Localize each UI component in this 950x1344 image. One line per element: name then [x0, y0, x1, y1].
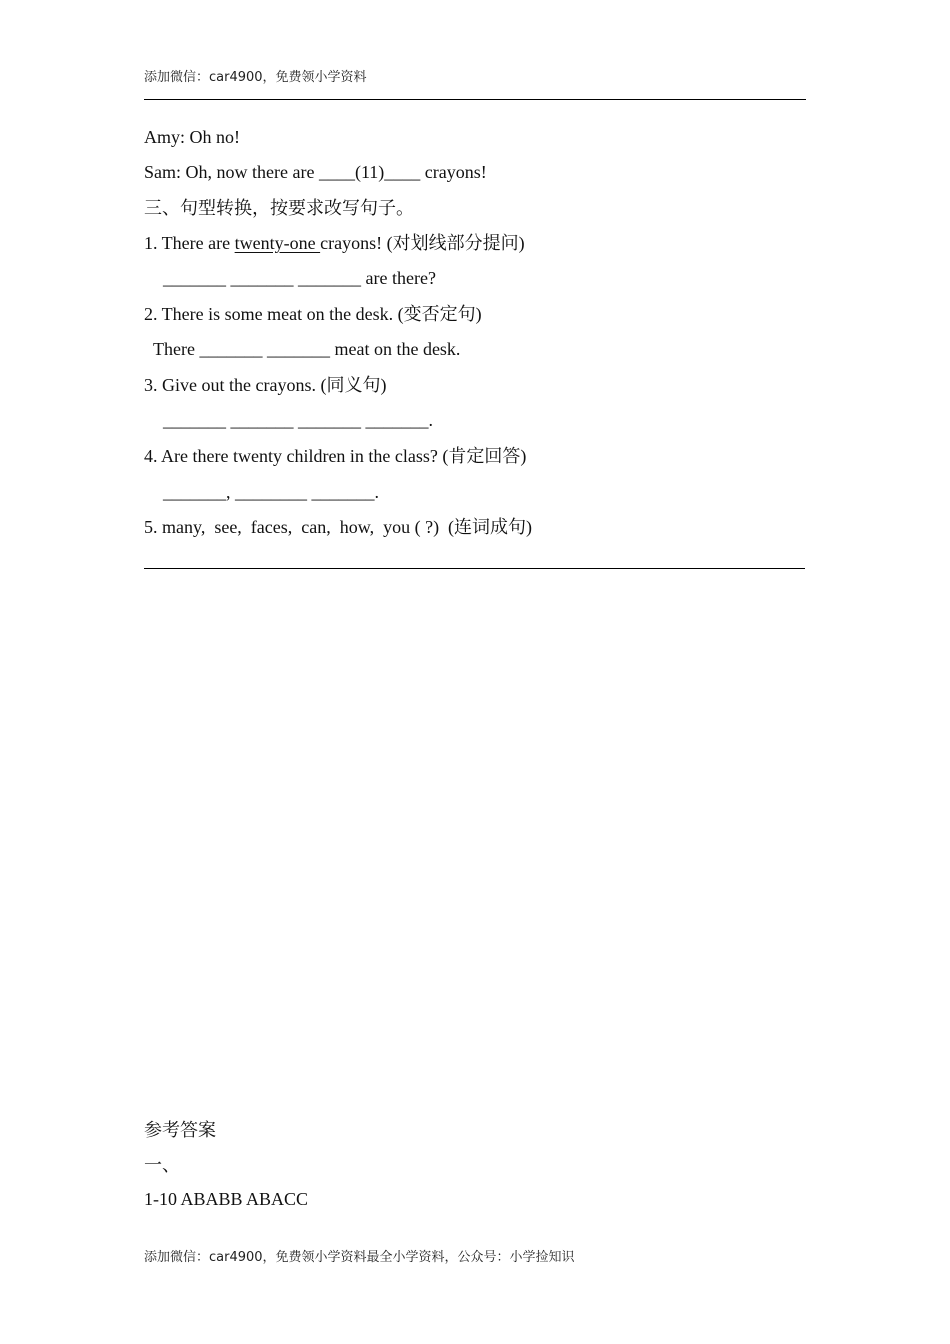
answers-part-1: 一、: [144, 1155, 180, 1175]
header-divider: [144, 99, 806, 100]
question-3: 3. Give out the crayons. (同义句): [144, 375, 387, 395]
question-1-post: crayons! (对划线部分提问): [320, 233, 525, 253]
question-1: [144, 232, 525, 254]
answer-line-3: _______ _______ _______ _______.: [163, 410, 433, 430]
question-2: 2. There is some meat on the desk. (变否定句): [144, 304, 482, 324]
page-footer: 添加微信：car4900，免费领小学资料最全小学资料，公众号：小学捡知识: [144, 1250, 575, 1265]
answer-line-2: There _______ _______ meat on the desk.: [153, 339, 461, 359]
answer-line-1: _______ _______ _______ are there?: [163, 268, 436, 288]
section3-title: 三、句型转换，按要求改写句子。: [144, 198, 414, 218]
page-header: 添加微信：car4900，免费领小学资料: [144, 70, 367, 85]
answers-line-1: 1-10 ABABB ABACC: [144, 1189, 309, 1209]
question-4: 4. Are there twenty children in the class? (肯定回答): [144, 446, 527, 466]
dialogue-amy: Amy: Oh no!: [144, 127, 240, 147]
question-1-underlined: twenty-one: [234, 233, 321, 253]
dialogue-sam: Sam: Oh, now there are ____(11)____ crayons!: [144, 162, 487, 182]
question-5: 5. many, see, faces, can, how, you ( ?) (连词成句): [144, 517, 533, 537]
answer-line-5: [144, 568, 805, 569]
question-1-pre: 1. There are: [144, 233, 235, 253]
answer-line-4: _______, ________ _______.: [163, 482, 379, 502]
answers-title: 参考答案: [144, 1120, 216, 1140]
